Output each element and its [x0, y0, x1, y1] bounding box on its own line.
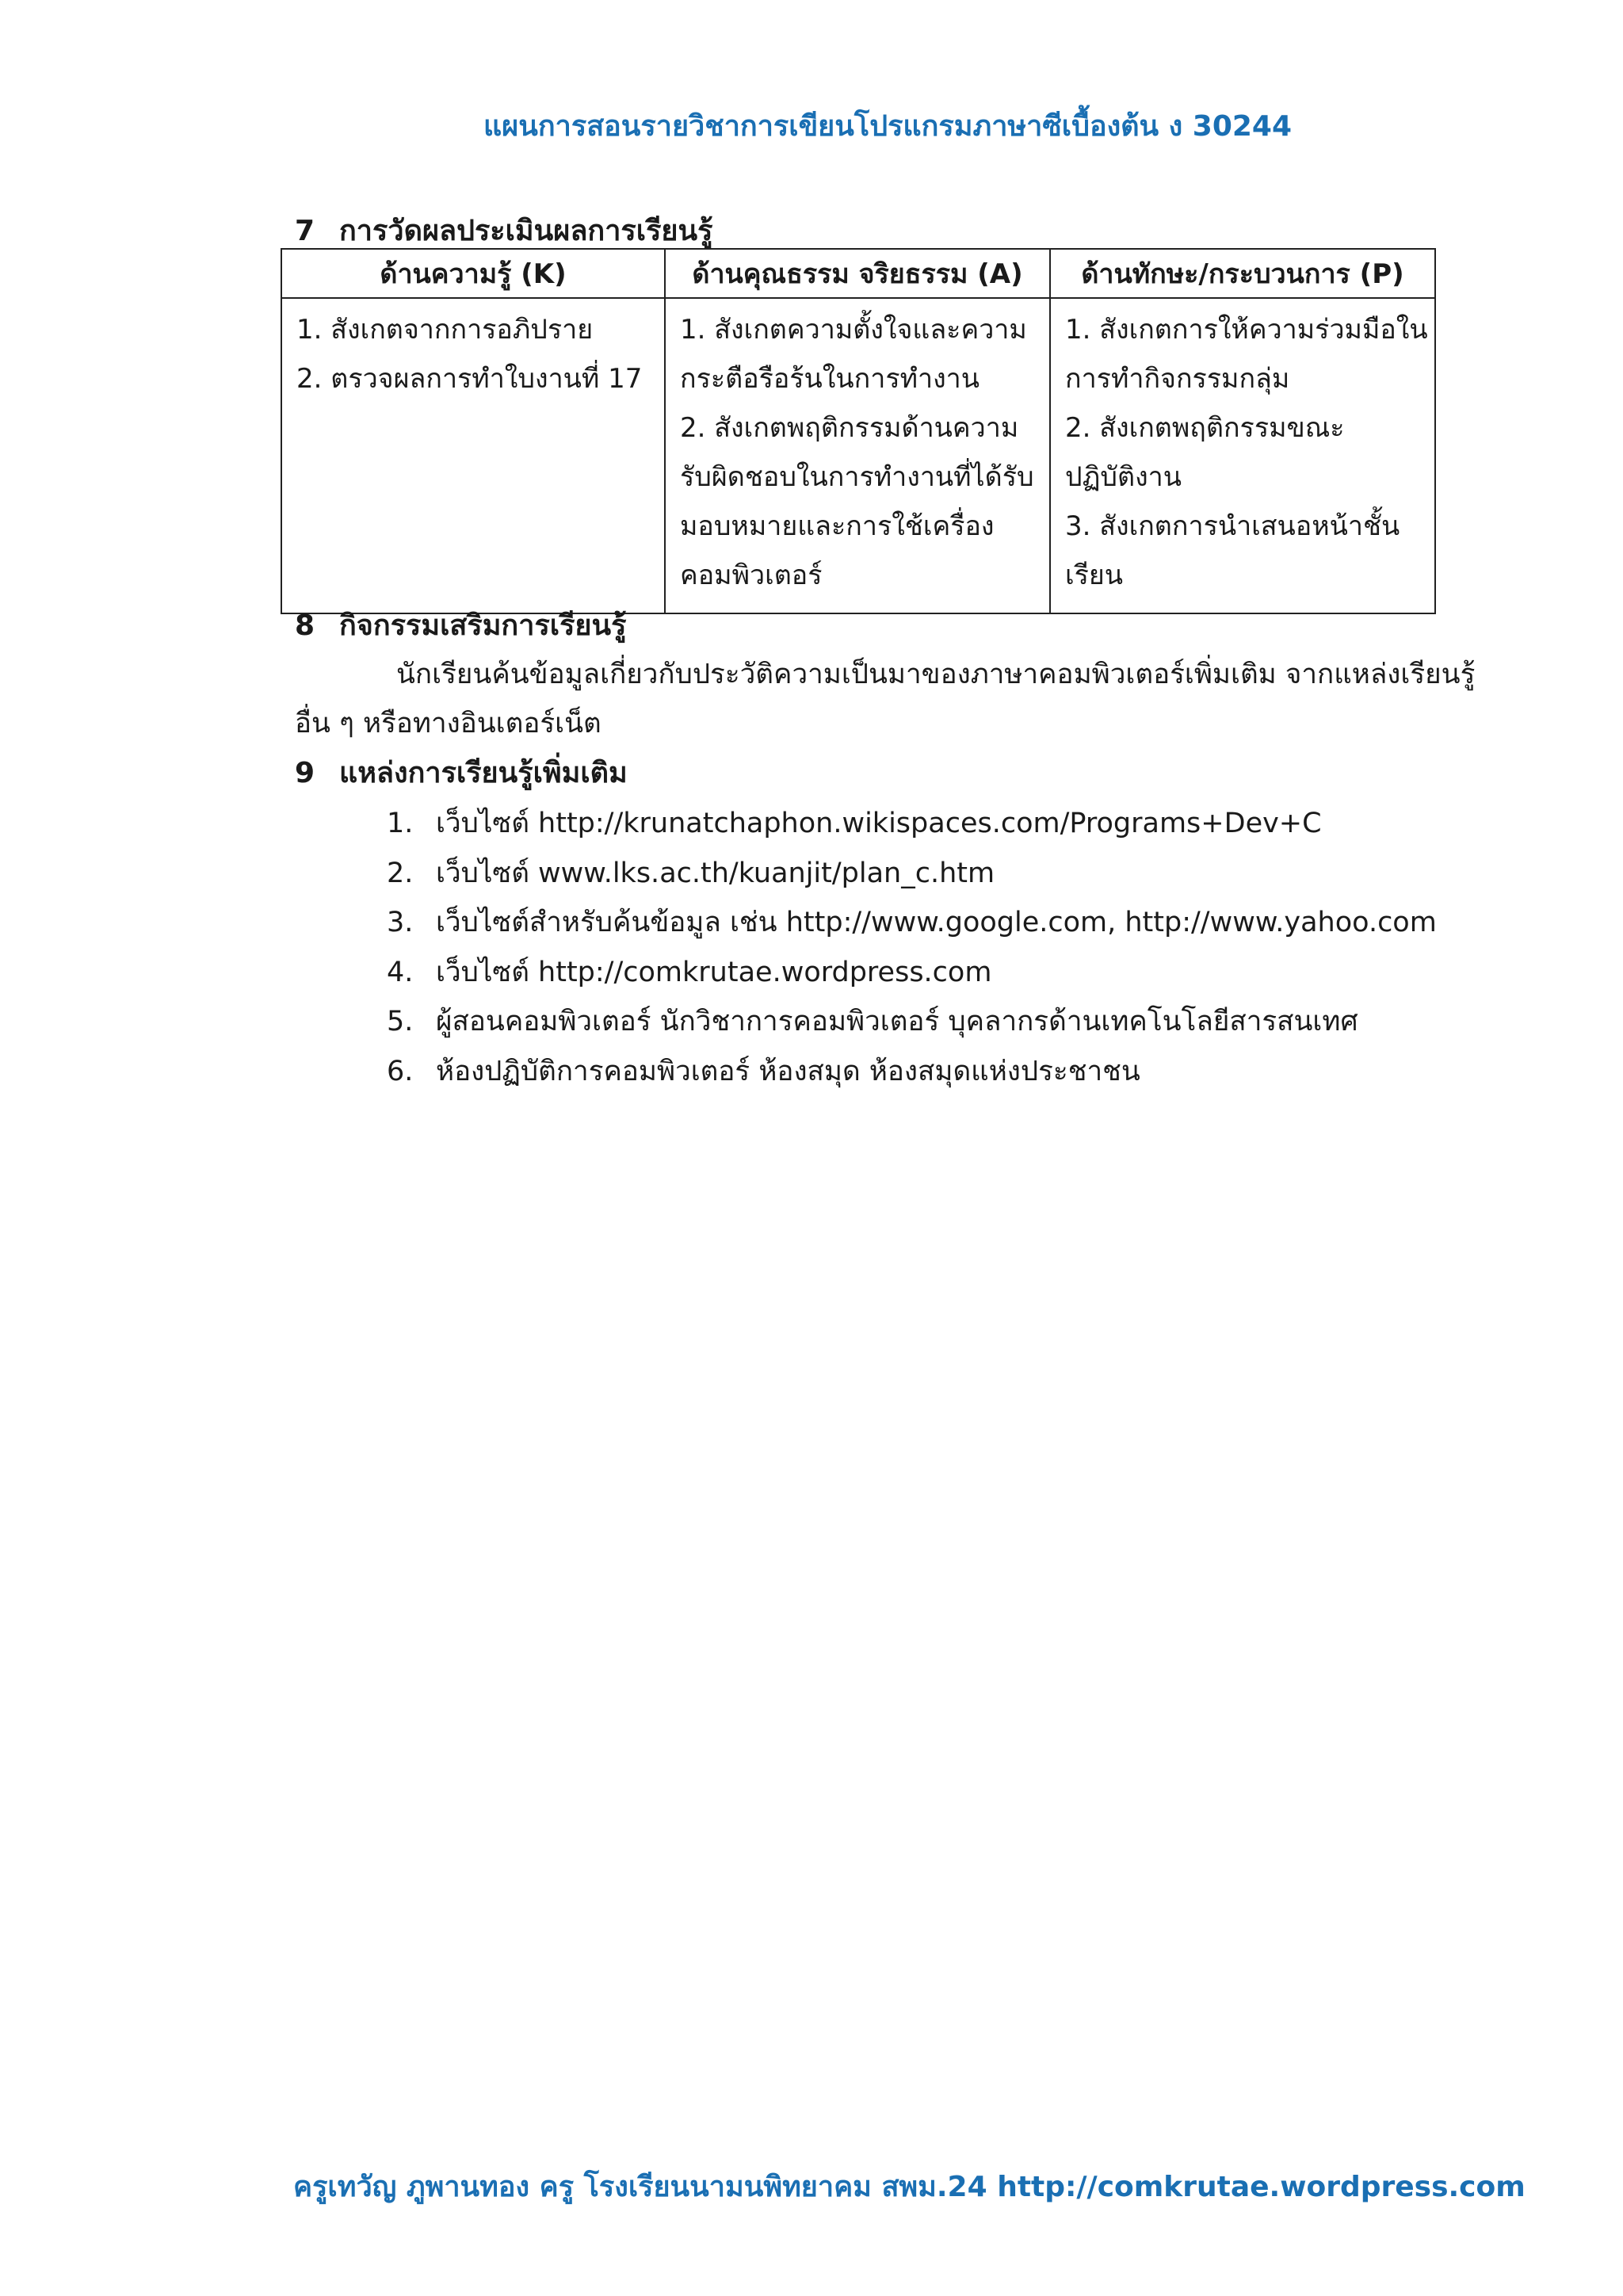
cell-line: 1. สังเกตการให้ความร่วมมือใน [1065, 314, 1428, 346]
cell-line: 2. ตรวจผลการทำใบงานที่ 17 [296, 363, 643, 395]
paragraph-line: นักเรียนค้นข้อมูลเกี่ยวกับประวัติความเป็นมาของภาษาคอมพิวเตอร์เพิ่มเติม จากแหล่งเรียนรู้ [396, 659, 1476, 690]
list-item-number: 3. [387, 907, 414, 938]
section-7-heading [295, 208, 712, 253]
list-item [387, 1047, 1437, 1097]
list-item-number: 2. [387, 857, 414, 889]
cell-line: การทำกิจกรรมกลุ่ม [1065, 363, 1290, 395]
list-item [387, 849, 1437, 899]
list-item-text: เว็บไซต์ http://comkrutae.wordpress.com [436, 956, 992, 988]
list-item-number: 5. [387, 1006, 414, 1037]
page-header-title: แผนการสอนรายวิชาการเขียนโปรแกรมภาษาซีเบื้องต้น ง 30244 [483, 110, 1293, 143]
list-item-text: เว็บไซต์ http://krunatchaphon.wikispaces.com/Programs+Dev+C [436, 808, 1322, 839]
section-9-title: แหล่งการเรียนรู้เพิ่มเติม [339, 757, 628, 789]
paragraph-line: อื่น ๆ หรือทางอินเตอร์เน็ต [295, 708, 601, 739]
section-7-number: 7 [295, 215, 315, 247]
cell-attitude [665, 298, 1050, 613]
cell-knowledge [281, 298, 665, 613]
section-9-number: 9 [295, 757, 315, 789]
header-process: ด้านทักษะ/กระบวนการ (P) [1050, 249, 1435, 298]
list-item [387, 997, 1437, 1047]
list-item-text: ห้องปฏิบัติการคอมพิวเตอร์ ห้องสมุด ห้องสมุดแห่งประชาชน [436, 1055, 1140, 1087]
list-item-number: 4. [387, 956, 414, 988]
cell-line: กระตือรือร้นในการทำงาน [680, 363, 980, 395]
cell-line: 2. สังเกตพฤติกรรมขณะ [1065, 412, 1345, 444]
table-header-row [281, 249, 1435, 298]
page-footer: ครูเทวัญ ภูพานทอง ครู โรงเรียนนามนพิทยาคม สพม.24 http://comkrutae.wordpress.com [293, 2171, 1526, 2203]
section-8-number: 8 [295, 609, 315, 642]
section-8-title: กิจกรรมเสริมการเรียนรู้ [339, 609, 627, 642]
learning-sources-list [387, 799, 1437, 1096]
cell-line: 1. สังเกตจากการอภิปราย [296, 314, 594, 346]
header-attitude: ด้านคุณธรรม จริยธรรม (A) [665, 249, 1050, 298]
section-8-paragraph [295, 650, 1476, 748]
cell-line: ปฏิบัติงาน [1065, 461, 1182, 493]
cell-line: รับผิดชอบในการทำงานที่ได้รับ [680, 461, 1034, 493]
cell-line: 2. สังเกตพฤติกรรมด้านความ [680, 412, 1019, 444]
list-item-number: 6. [387, 1055, 414, 1087]
cell-line: มอบหมายและการใช้เครื่อง [680, 510, 995, 542]
header-knowledge: ด้านความรู้ (K) [281, 249, 665, 298]
cell-process [1050, 298, 1435, 613]
list-item-number: 1. [387, 808, 414, 839]
table-row [281, 298, 1435, 613]
list-item [387, 948, 1437, 998]
list-item [387, 799, 1437, 849]
list-item-text: เว็บไซต์สำหรับค้นข้อมูล เช่น http://www.google.com, http://www.yahoo.com [436, 907, 1437, 938]
section-8-heading [295, 602, 626, 648]
section-9-heading [295, 750, 628, 795]
cell-line: 1. สังเกตความตั้งใจและความ [680, 314, 1027, 346]
list-item-text: ผู้สอนคอมพิวเตอร์ นักวิชาการคอมพิวเตอร์ บุคลากรด้านเทคโนโลยีสารสนเทศ [436, 1006, 1358, 1037]
list-item-text: เว็บไซต์ www.lks.ac.th/kuanjit/plan_c.htm [436, 857, 995, 889]
cell-line: เรียน [1065, 560, 1124, 591]
list-item [387, 898, 1437, 948]
cell-line: 3. สังเกตการนำเสนอหน้าชั้น [1065, 510, 1400, 542]
section-7-title: การวัดผลประเมินผลการเรียนรู้ [339, 215, 713, 247]
cell-line: คอมพิวเตอร์ [680, 560, 823, 591]
evaluation-table [281, 248, 1436, 614]
